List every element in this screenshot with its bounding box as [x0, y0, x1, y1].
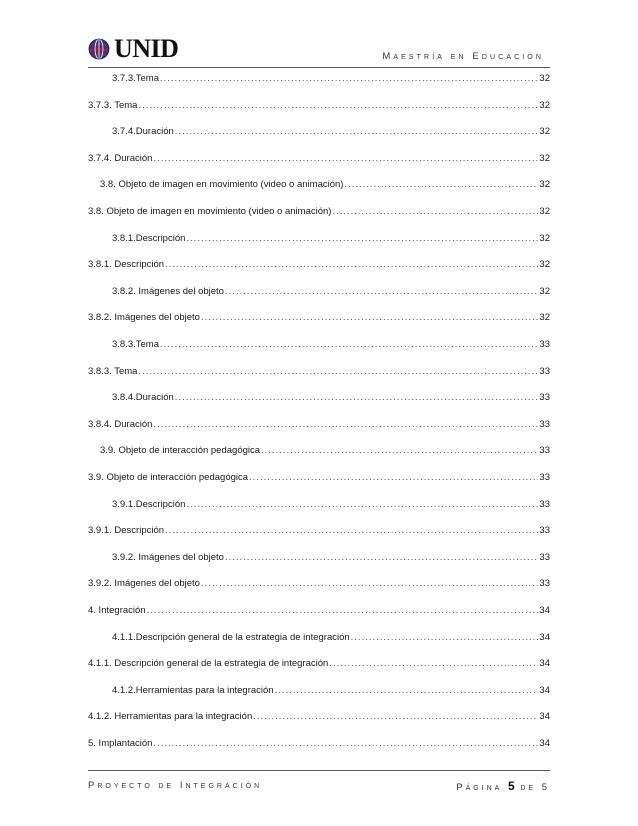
toc-entry[interactable] [88, 736, 550, 750]
toc-entry-page: 33 [539, 365, 550, 377]
toc-entry-title: 3.8.3.Tema [112, 339, 159, 350]
dot-leader [153, 738, 538, 750]
toc-entry-page: 32 [539, 206, 550, 217]
dot-leader [186, 233, 538, 245]
logo-text: UNID [114, 34, 179, 63]
toc-entry-title: 3.9.1.Descripción [112, 498, 186, 510]
toc-entry[interactable] [88, 683, 550, 697]
toc-entry-title: 3.8.3. Tema [88, 365, 138, 377]
toc-entry[interactable] [88, 177, 550, 191]
globe-icon [88, 38, 110, 60]
footer-page-number [456, 779, 550, 793]
toc-entry-title: 3.7.4.Duración [112, 126, 174, 138]
dot-leader [165, 259, 538, 271]
dot-leader [165, 525, 538, 537]
toc-entry[interactable] [88, 364, 550, 378]
page-label: Página [456, 782, 503, 793]
toc-entry-title: 3.7.3.Tema [112, 73, 159, 84]
toc-entry-page: 33 [539, 418, 550, 430]
dot-leader [138, 100, 538, 112]
of-label: de [520, 782, 537, 793]
dot-leader [351, 632, 539, 644]
total-pages: 5 [541, 782, 550, 793]
toc-entry-page: 32 [539, 73, 550, 84]
unid-logo [88, 34, 179, 63]
toc-entry[interactable] [88, 124, 550, 138]
toc-entry-title: 3.8.1.Descripción [112, 232, 186, 244]
dot-leader [201, 312, 538, 324]
toc-entry-page: 33 [539, 551, 550, 563]
toc-entry[interactable] [88, 443, 550, 457]
toc-entry-title: 4.1.2. Herramientas para la integración [88, 711, 253, 723]
dot-leader [275, 685, 539, 697]
toc-entry-page: 32 [539, 259, 550, 271]
toc-entry-page: 32 [539, 312, 550, 324]
toc-entry-title: 4.1.1.Descripción general de la estrategia de integración [112, 631, 350, 643]
header-title: Maestría en Educación [382, 51, 544, 62]
toc-entry-title: 5. Implantación [88, 738, 153, 749]
toc-entry-page: 32 [539, 232, 550, 244]
dot-leader [225, 286, 538, 298]
dot-leader [201, 578, 538, 590]
toc-entry[interactable] [88, 98, 550, 112]
toc-entry[interactable] [88, 284, 550, 298]
footer-project-title: Proyecto de Integración [88, 780, 263, 791]
toc-entry-page: 34 [539, 631, 550, 643]
toc-entry-title: 4.1.1. Descripción general de la estrategia de integración [88, 658, 329, 670]
toc-entry[interactable] [88, 523, 550, 537]
dot-leader [261, 445, 538, 457]
toc-entry-page: 33 [539, 578, 550, 590]
toc-entry-page: 34 [539, 738, 550, 749]
toc-entry-page: 34 [539, 711, 550, 723]
toc-entry-title: 3.9. Objeto de interacción pedagógica [88, 472, 249, 483]
toc-entry-page: 33 [539, 525, 550, 537]
toc-entry-page: 34 [539, 658, 550, 670]
toc-entry-title: 3.9.2. Imágenes del objeto [88, 578, 200, 590]
toc-entry[interactable] [88, 417, 550, 431]
page-footer [88, 770, 550, 800]
toc-entry-title: 4. Integración [88, 605, 146, 616]
page-header [88, 34, 550, 68]
toc-entry-title: 3.8.4. Duración [88, 418, 153, 430]
toc-entry[interactable] [88, 151, 550, 165]
dot-leader [249, 472, 538, 484]
dot-leader [329, 658, 538, 670]
footer-divider [88, 770, 550, 771]
toc-entry-page: 32 [539, 126, 550, 138]
toc-entry-page: 33 [539, 445, 550, 457]
toc-entry-page: 33 [539, 472, 550, 483]
toc-entry-title: 3.7.3. Tema [88, 99, 138, 111]
current-page: 5 [508, 779, 515, 793]
toc-entry[interactable] [88, 390, 550, 404]
toc-entry-page: 32 [539, 152, 550, 164]
toc-entry-page: 33 [539, 392, 550, 404]
dot-leader [160, 339, 538, 351]
toc-entry-page: 33 [539, 339, 550, 350]
toc-entry[interactable] [88, 630, 550, 644]
toc-entry[interactable] [88, 603, 550, 617]
toc-entry-page: 34 [539, 684, 550, 696]
toc-entry[interactable] [88, 231, 550, 245]
toc-entry-page: 34 [539, 605, 550, 616]
dot-leader [138, 366, 538, 378]
dot-leader [225, 552, 538, 564]
dot-leader [175, 126, 539, 138]
dot-leader [186, 499, 538, 511]
toc-entry[interactable] [88, 257, 550, 271]
toc-entry-title: 3.8. Objeto de imagen en movimiento (video o animación) [88, 206, 332, 217]
dot-leader [332, 206, 538, 218]
toc-entry-title: 3.9. Objeto de interacción pedagógica [100, 445, 261, 457]
toc-entry[interactable] [88, 497, 550, 511]
dot-leader [147, 605, 539, 617]
toc-entry-page: 32 [539, 179, 550, 191]
toc-entry[interactable] [88, 310, 550, 324]
toc-entry[interactable] [88, 71, 550, 85]
header-divider [88, 67, 550, 68]
toc-entry-page: 32 [539, 285, 550, 297]
toc-entry[interactable] [88, 337, 550, 351]
toc-entry-title: 3.9.2. Imágenes del objeto [112, 551, 224, 563]
toc-entry[interactable] [88, 709, 550, 723]
dot-leader [175, 392, 539, 404]
toc-entry-title: 3.8.4.Duración [112, 392, 174, 404]
toc-entry[interactable] [88, 550, 550, 564]
dot-leader [153, 153, 538, 165]
toc-entry[interactable] [88, 656, 550, 670]
toc-entry-page: 33 [539, 498, 550, 510]
toc-entry-title: 3.8.2. Imágenes del objeto [112, 285, 224, 297]
toc-entry-title: 3.9.1. Descripción [88, 525, 165, 537]
toc-entry-title: 3.8.1. Descripción [88, 259, 165, 271]
dot-leader [153, 419, 538, 431]
toc-entry-title: 3.8.2. Imágenes del objeto [88, 312, 200, 324]
dot-leader [160, 73, 538, 85]
dot-leader [253, 711, 538, 723]
toc-entry[interactable] [88, 470, 550, 484]
toc-entry-title: 3.8. Objeto de imagen en movimiento (video o animación) [100, 179, 344, 191]
toc-entry-title: 3.7.4. Duración [88, 152, 153, 164]
toc-entry-page: 32 [539, 99, 550, 111]
toc-entry-title: 4.1.2.Herramientas para la integración [112, 684, 274, 696]
toc-entry[interactable] [88, 204, 550, 218]
dot-leader [344, 179, 538, 191]
toc-entry[interactable] [88, 576, 550, 590]
